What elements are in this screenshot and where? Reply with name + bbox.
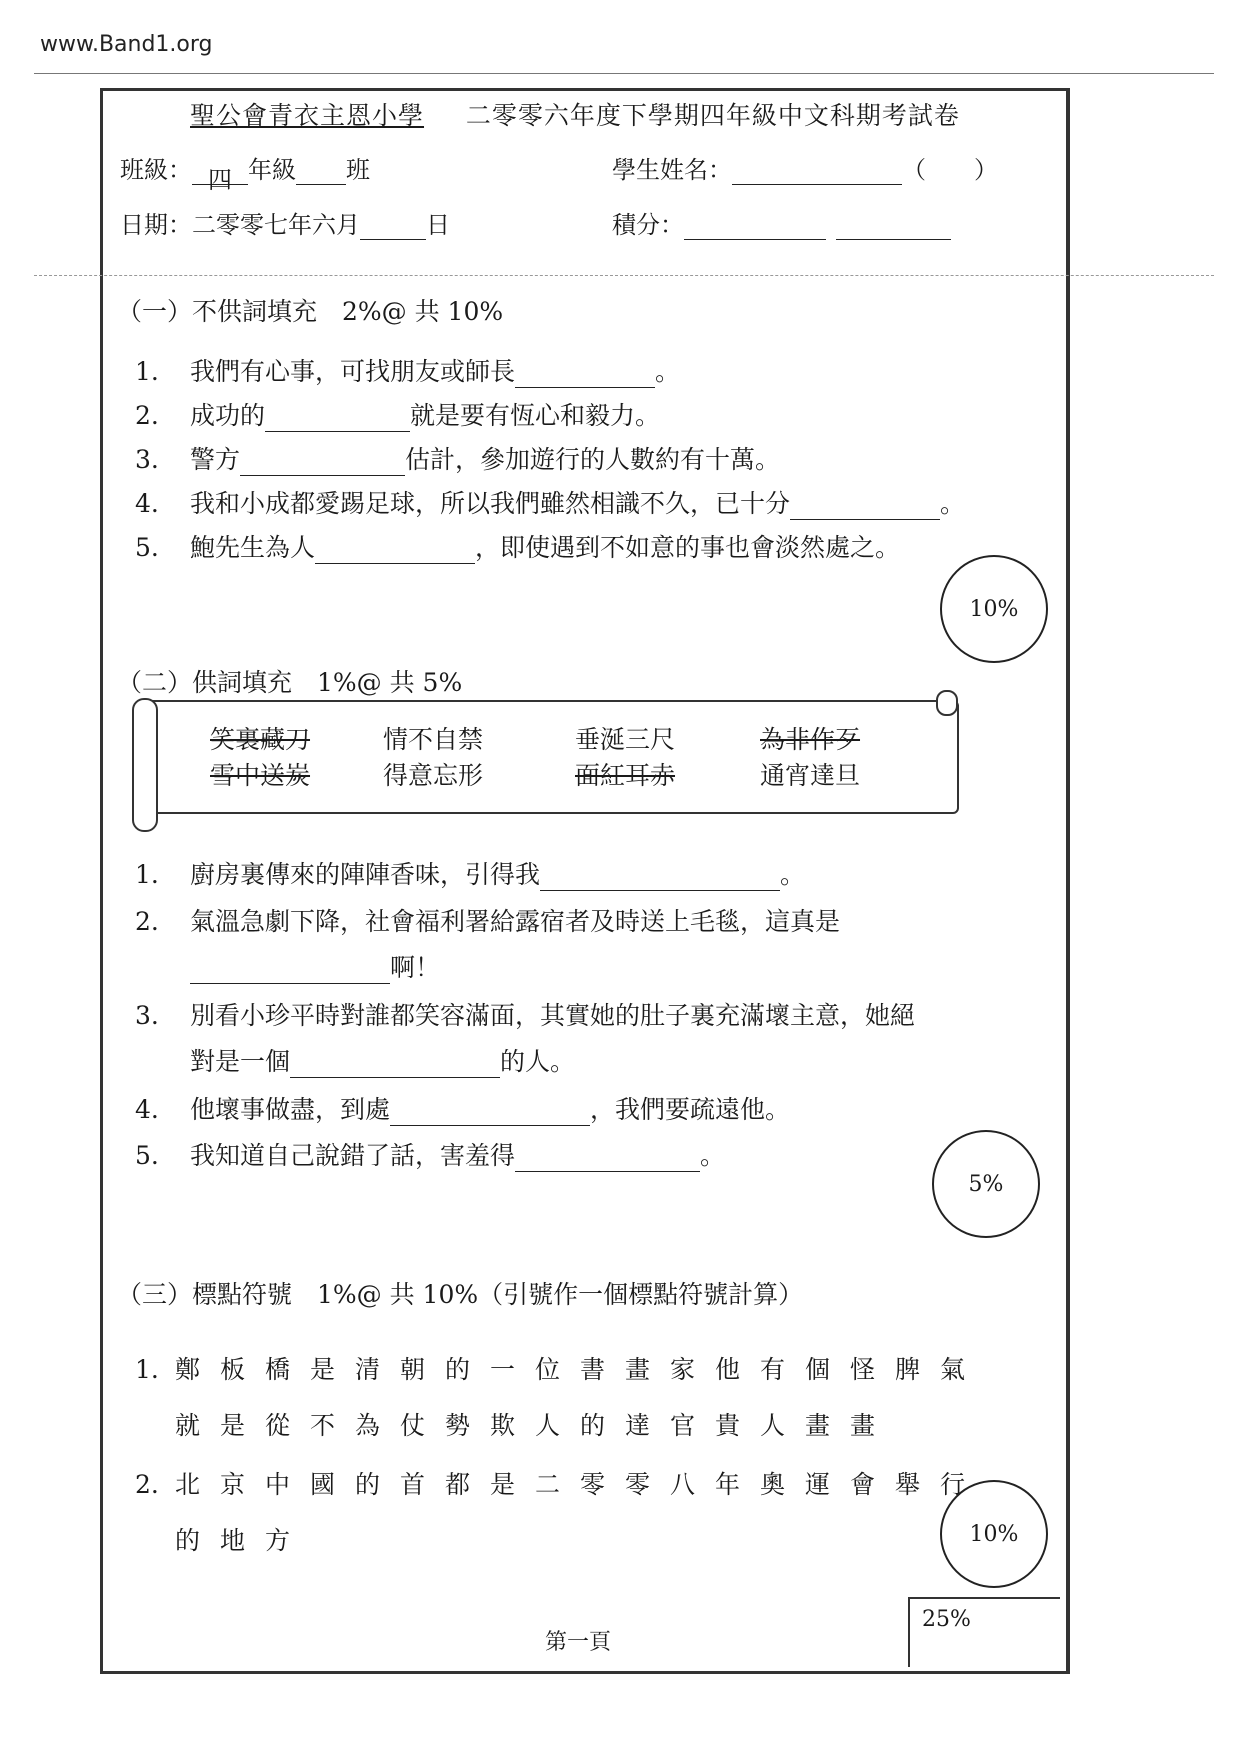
word-bank-item: 情不自禁: [383, 725, 484, 754]
date-field: 日期：二零零七年六月 日: [120, 211, 450, 239]
s2-question-4: 4. 他壞事做盡，到處 ，我們要疏遠他。: [135, 1095, 791, 1124]
class-blank[interactable]: [296, 160, 346, 185]
student-name-field: 學生姓名： （ ）: [612, 156, 998, 184]
s3-item-1: 1. 鄭板橋是清朝的一位書畫家他有個怪脾氣: [135, 1355, 986, 1384]
s2-question-2: 2. 氣溫急劇下降，社會福利署給露宿者及時送上毛毯，這真是: [135, 907, 841, 936]
scroll-roll-left: [132, 698, 158, 832]
school-name: 聖公會青衣主恩小學: [190, 101, 425, 130]
section1-heading: （一）不供詞填充 2%@ 共 10%: [117, 297, 504, 326]
header-rule: [34, 73, 1214, 74]
s2-q5-blank[interactable]: [515, 1147, 700, 1172]
s1-question-2: 2. 成功的 就是要有恆心和毅力。: [135, 401, 661, 430]
section3-score-circle: 10%: [940, 1480, 1048, 1588]
section2-heading: （二）供詞填充 1%@ 共 5%: [117, 668, 463, 697]
word-bank-item: 面紅耳赤: [575, 761, 676, 790]
score-blank-2[interactable]: [836, 215, 951, 240]
scroll-roll-right: [936, 690, 958, 716]
score-blank-1[interactable]: [684, 215, 826, 240]
section2-score-circle: 5%: [932, 1130, 1040, 1238]
s2-q1-blank[interactable]: [540, 866, 780, 891]
section3-heading: （三）標點符號 1%@ 共 10%（引號作一個標點符號計算）: [117, 1280, 804, 1309]
s2-question-3-cont: 對是一個 的人。: [190, 1047, 576, 1076]
s1-q1-blank[interactable]: [515, 363, 655, 388]
s1-question-1: 1. 我們有心事，可找朋友或師長 。: [135, 357, 681, 386]
page-number: 第一頁: [545, 1630, 612, 1655]
s2-question-2-cont: 啊！: [190, 948, 440, 984]
page-total-box: 25%: [908, 1597, 1060, 1667]
word-bank-item: 通宵達旦: [760, 761, 861, 790]
s1-q5-blank[interactable]: [315, 539, 475, 564]
s3-item-2-line1[interactable]: 北京中國的首都是二零零八年奧運會舉行: [175, 1470, 986, 1499]
word-bank-item: 雪中送炭: [210, 761, 311, 790]
s1-q2-blank[interactable]: [265, 407, 410, 432]
exam-title: [190, 96, 960, 132]
s1-question-5: 5. 鮑先生為人 ，即使遇到不如意的事也會淡然處之。: [135, 533, 901, 562]
s3-item-1-line1[interactable]: 鄭板橋是清朝的一位書畫家他有個怪脾氣: [175, 1355, 986, 1384]
section1-score-circle: 10%: [940, 555, 1048, 663]
s3-item-1-line2[interactable]: 就是從不為仗勢欺人的達官貴人畫畫: [175, 1411, 896, 1440]
s2-question-1: 1. 廚房裏傳來的陣陣香味，引得我 。: [135, 860, 806, 889]
s2-q3-blank[interactable]: [290, 1053, 500, 1078]
student-name-blank[interactable]: [732, 160, 902, 185]
word-bank-item: 笑裏藏刀: [210, 725, 311, 754]
s1-question-4: 4. 我和小成都愛踢足球，所以我們雖然相識不久，已十分 。: [135, 489, 966, 518]
word-bank-item: 為非作歹: [760, 725, 861, 754]
score-field: 積分：: [612, 205, 951, 240]
s2-q2-blank[interactable]: [190, 959, 390, 984]
s1-q3-blank[interactable]: [240, 451, 405, 476]
s1-q4-blank[interactable]: [790, 495, 940, 520]
exam-name: 二零零六年度下學期四年級中文科期考試卷: [465, 101, 960, 130]
s1-question-3: 3. 警方 估計，參加遊行的人數約有十萬。: [135, 445, 781, 474]
s3-item-2: 2. 北京中國的首都是二零零八年奧運會舉行: [135, 1470, 986, 1499]
word-bank-item: 垂涎三尺: [575, 725, 676, 754]
watermark: www.Band1.org: [40, 32, 213, 57]
s2-q4-blank[interactable]: [390, 1101, 590, 1126]
scan-fold-line: [34, 275, 1214, 276]
s2-question-5: 5. 我知道自己說錯了話，害羞得 。: [135, 1141, 726, 1170]
word-bank-item: 得意忘形: [383, 761, 484, 790]
s3-item-2-line2[interactable]: 的地方: [175, 1526, 311, 1555]
class-field: 班級： 四 年級 班: [120, 156, 370, 194]
class-value: 四: [192, 160, 248, 185]
date-day-blank[interactable]: [360, 215, 426, 240]
s2-question-3: 3. 別看小珍平時對誰都笑容滿面，其實她的肚子裏充滿壞主意，她絕: [135, 1001, 916, 1030]
